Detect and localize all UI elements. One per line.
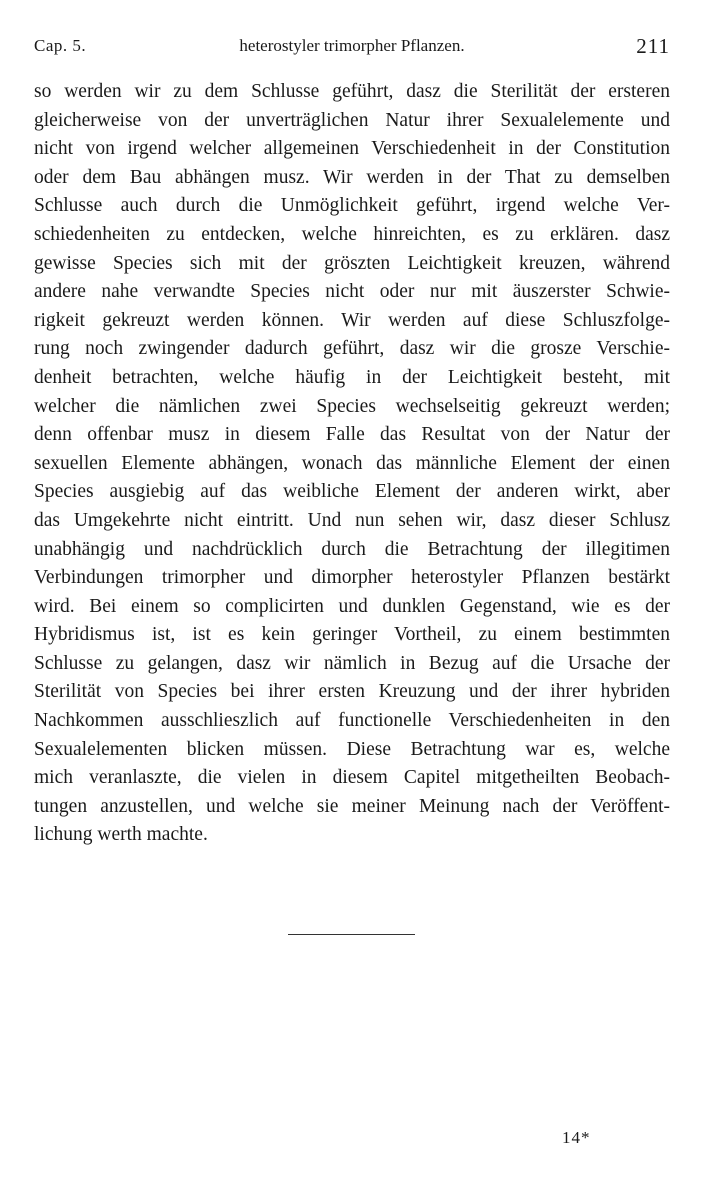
text-line: welcher die nämlichen zwei Species wechselseitig gekreuzt werden; bbox=[34, 395, 670, 417]
body-paragraph bbox=[34, 78, 670, 850]
text-line: Sexualelementen blicken müssen. Diese Betrachtung war es, welche bbox=[34, 738, 670, 760]
text-line: gewisse Species sich mit der gröszten Leichtigkeit kreuzen, während bbox=[34, 252, 670, 274]
text-line: so werden wir zu dem Schlusse geführt, dasz die Sterilität der ersteren bbox=[34, 81, 670, 102]
running-head bbox=[34, 34, 670, 60]
text-line: Schlusse auch durch die Unmöglichkeit geführt, irgend welche Ver- bbox=[34, 195, 670, 217]
text-line: unabhängig und nachdrücklich durch die Betrachtung der illegitimen bbox=[34, 538, 670, 560]
text-line: tungen anzustellen, und welche sie meiner Meinung nach der Veröffent- bbox=[34, 795, 670, 817]
text-line: das Umgekehrte nicht eintritt. Und nun sehen wir, dasz dieser Schlusz bbox=[34, 509, 670, 531]
chapter-label: Cap. 5. bbox=[34, 36, 87, 55]
text-line: mich veranlaszte, die vielen in diesem Capitel mitgetheilten Beobach- bbox=[34, 767, 670, 789]
text-line: schiedenheiten zu entdecken, welche hinreichten, es zu erklären. dasz bbox=[34, 223, 670, 245]
page-number: 211 bbox=[636, 34, 670, 58]
text-line: rung noch zwingender dadurch geführt, dasz wir die grosze Verschie- bbox=[34, 338, 670, 360]
text-line: denn offenbar musz in diesem Falle das Resultat von der Natur der bbox=[34, 424, 670, 446]
text-line: Schlusse zu gelangen, dasz wir nämlich in Bezug auf die Ursache der bbox=[34, 652, 670, 674]
text-line: Species ausgiebig auf das weibliche Element der anderen wirkt, aber bbox=[34, 481, 670, 503]
text-line: wird. Bei einem so complicirten und dunklen Gegenstand, wie es der bbox=[34, 595, 670, 617]
running-title: heterostyler trimorpher Pflanzen. bbox=[239, 36, 465, 55]
text-line: Verbindungen trimorpher und dimorpher heterostyler Pflanzen bestärkt bbox=[34, 567, 670, 589]
text-line: rigkeit gekreuzt werden können. Wir werden auf diese Schluszfolge- bbox=[34, 309, 670, 331]
text-line: Nachkommen ausschlieszlich auf functionelle Verschiedenheiten in den bbox=[34, 710, 670, 732]
text-line: andere nahe verwandte Species nicht oder nur mit äuszerster Schwie- bbox=[34, 281, 670, 303]
text-line: Sterilität von Species bei ihrer ersten Kreuzung und der ihrer hybriden bbox=[34, 681, 670, 703]
text-line: nicht von irgend welcher allgemeinen Verschiedenheit in der Constitution bbox=[34, 138, 670, 160]
signature-mark: 14* bbox=[562, 1128, 591, 1147]
section-end-rule bbox=[288, 934, 415, 935]
text-line: sexuellen Elemente abhängen, wonach das männliche Element der einen bbox=[34, 452, 670, 474]
text-line: gleicherweise von der unverträglichen Natur ihrer Sexualelemente und bbox=[34, 109, 670, 131]
text-line: denheit betrachten, welche häufig in der Leichtigkeit besteht, mit bbox=[34, 366, 670, 388]
text-line: Hybridismus ist, ist es kein geringer Vortheil, zu einem bestimmten bbox=[34, 624, 670, 646]
text-line: oder dem Bau abhängen musz. Wir werden in der That zu demselben bbox=[34, 166, 670, 188]
text-line-last: lichung werth machte. bbox=[34, 824, 208, 846]
